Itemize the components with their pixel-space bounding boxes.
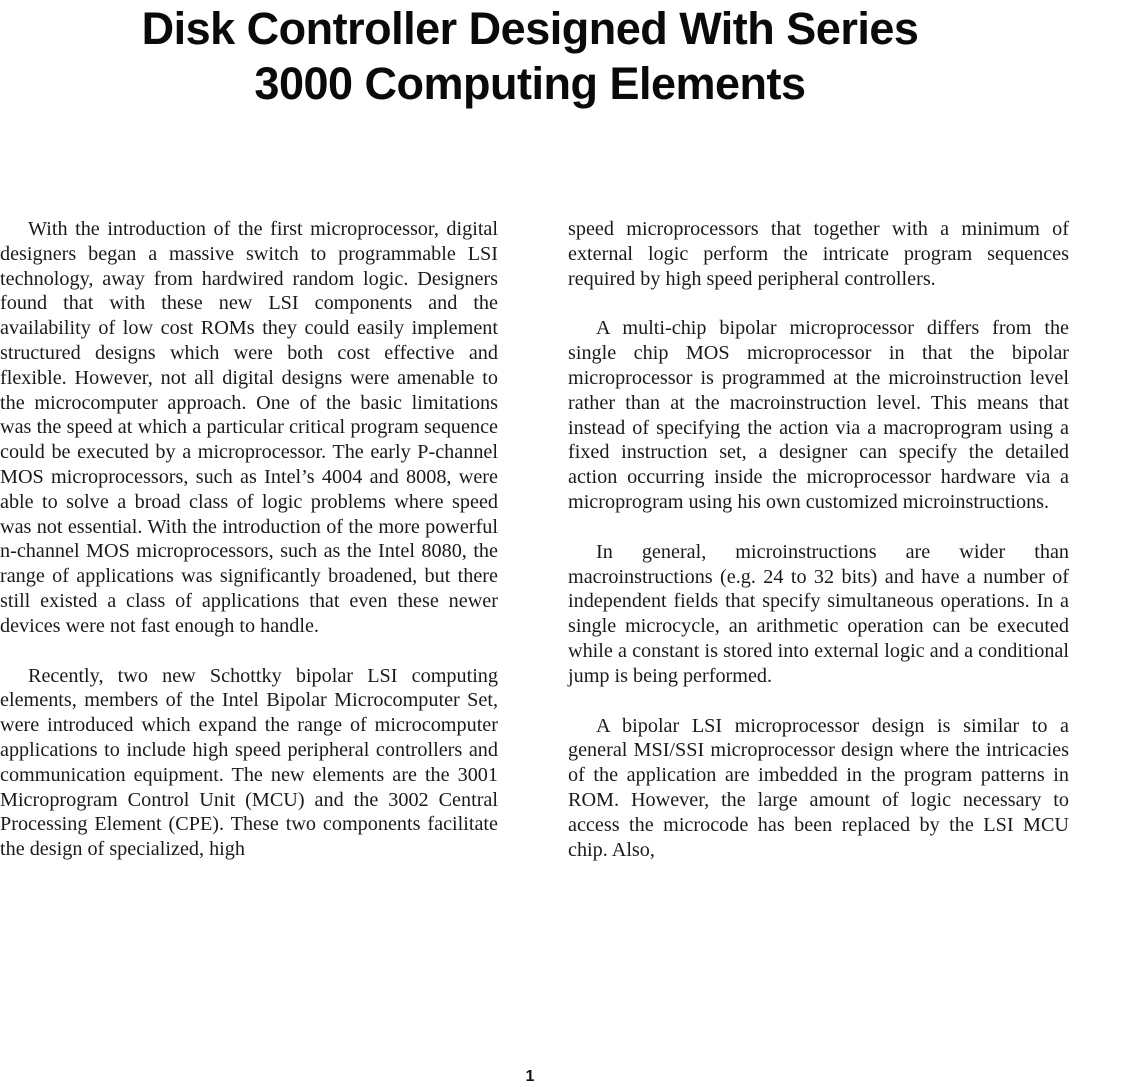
left-column [0, 217, 498, 887]
paragraph-microinstructions: In general, microinstructions are wider than macroinstructions (e.g. 24 to 32 bits) and have a number of independent fields that specify simultaneous operations. In a single microcycle, an arithmetic operation can be executed while a constant is stored into external logic and a conditional jump is being performed. [568, 540, 1069, 687]
paragraph-intro: With the introduction of the first microprocessor, digital designers began a massive switch to programmable LSI technology, away from hardwired random logic. Designers found that with these new LSI components and the availability of low cost ROMs they could easily implement structured designs which were both cost effective and flexible. However, not all digital designs were amenable to the microcomputer approach. One of the basic limitations was the speed at which a particular critical program sequence could be executed by a microprocessor. The early P-channel MOS microprocessors, such as Intel’s 4004 and 8008, were able to solve a broad class of logic problems where speed was not essential. With the introduction of the more powerful n-channel MOS microprocessors, such as the Intel 8080, the range of applications was significantly broadened, but there still existed a class of applications that even these newer devices were not fast enough to handle. [0, 218, 498, 637]
paragraph-bipolar-design: A bipolar LSI microprocessor design is similar to a general MSI/SSI microprocessor design where the intricacies of the application are imbedded in the program patterns in ROM. However, the large amount of logic necessary to access the microcode has been replaced by the LSI MCU chip. Also, [568, 714, 1069, 861]
page-number: 1 [525, 1068, 535, 1085]
paragraph-multichip: A multi-chip bipolar microprocessor differs from the single chip MOS microprocessor in that the bipolar microprocessor is programmed at the microinstruction level rather than at the macroinstruction level. This means that instead of specifying the action via a macroprogram using a fixed instruction set, a designer can specify the detailed action occurring inside the microprocessor hardware via a microprogram using his own customized microinstructions. [568, 317, 1069, 513]
title-line-1: Disk Controller Designed With Series [141, 3, 919, 54]
paragraph-continued: speed microprocessors that together with a minimum of external logic perform the intricate program sequences required by high speed peripheral controllers. [568, 218, 1069, 290]
right-column [568, 217, 1069, 887]
paragraph-schottky: Recently, two new Schottky bipolar LSI computing elements, members of the Intel Bipolar Microcomputer Set, were introduced which expand the range of microcomputer applications to include high speed peripheral controllers and communication equipment. The new elements are the 3001 Microprogram Control Unit (MCU) and the 3002 Central Processing Element (CPE). These two components facilitate the design of specialized, high [0, 664, 498, 861]
page-title [0, 0, 1060, 111]
title-line-2: 3000 Computing Elements [254, 58, 806, 109]
